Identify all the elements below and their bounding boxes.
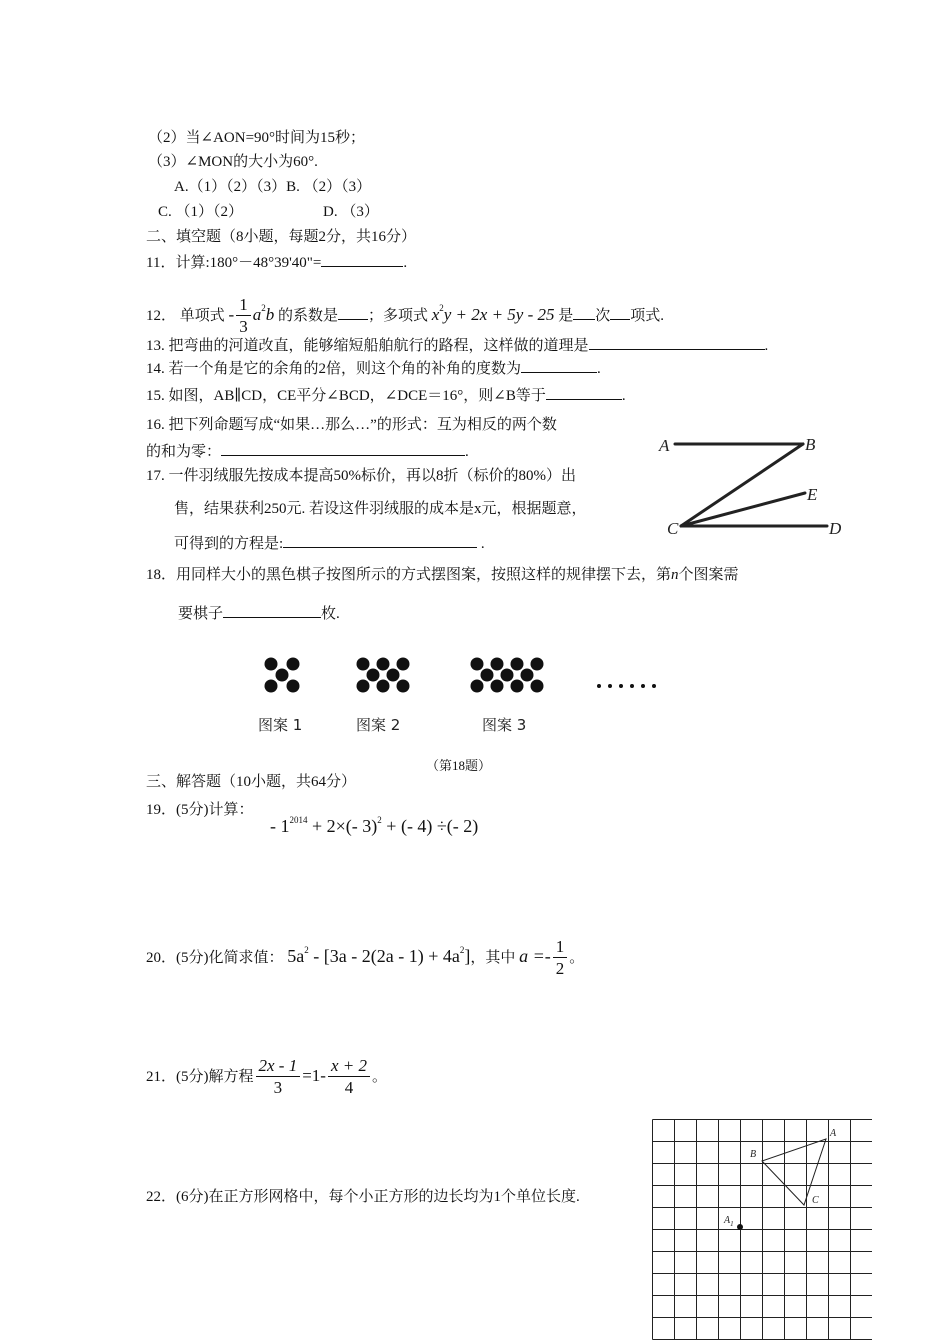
q21-frac1-num: 2x - 1 [256, 1056, 301, 1077]
q12-end: 项式. [630, 308, 665, 324]
q16-label: 的和为零： [146, 444, 222, 460]
q17-line-1: 17. 一件羽绒服先按成本提高50%标价，再以8折（标价的80%）出 [146, 468, 576, 484]
q10-statement-3: （3）∠MON的大小为60°. [148, 154, 318, 170]
pattern-1-label: 图案 1 [258, 716, 303, 734]
question-15 [146, 385, 626, 406]
q14-text: 14. 若一个角是它的余角的2倍，则这个角的补角的度数为 [146, 361, 522, 377]
q19-exp2: 2 [377, 815, 382, 825]
section-2-heading: 二、填空题（8小题，每题2分，共16分） [146, 229, 417, 245]
q18-answer-blank[interactable] [223, 603, 321, 618]
q12-prefix: 12． 单项式 [146, 308, 225, 324]
q21-mid: =1- [302, 1066, 326, 1085]
q22-grid-figure [652, 1119, 872, 1341]
q21-frac2-den: 4 [344, 1078, 354, 1098]
fig15-label-c: C [667, 519, 679, 538]
q19-label: 19．(5分)计算： [146, 802, 254, 818]
q12-mid4: 次 [595, 308, 611, 324]
q20-end: 。 [569, 950, 585, 966]
q18-end: 枚. [321, 606, 340, 622]
fig15-label-a: A [659, 436, 670, 455]
q12-exp: 2 [261, 303, 266, 313]
q20-expr3: ] [464, 946, 471, 966]
q12-poly-x: x [431, 305, 440, 324]
q20-frac-num: 1 [553, 937, 568, 958]
q12-blank-degree[interactable] [573, 305, 595, 320]
q18-line-1 [146, 565, 739, 585]
question-21 [146, 1054, 387, 1099]
q12-minus: - [228, 305, 235, 324]
q21-frac1-den: 3 [273, 1078, 283, 1098]
q18-caption: （第18题） [426, 758, 492, 773]
q12-var-b: b [265, 305, 275, 324]
q10-options-ab: A.（1）（2）（3）B. （2）（3） [174, 179, 372, 195]
q12-mid2: ；多项式 [367, 308, 428, 324]
q17-line-3 [174, 533, 485, 554]
line-ce [681, 493, 805, 526]
q16-line-2 [146, 441, 469, 462]
point-a1 [737, 1224, 743, 1230]
fig15-label-e: E [807, 485, 818, 504]
q18-pattern-figure [255, 652, 675, 702]
pattern-3-label: 图案 3 [482, 716, 527, 734]
q20-expr2: - [3a - 2(2a - 1) + 4a [313, 946, 460, 966]
q20-label: 20．(5分)化简求值： [146, 950, 284, 966]
q14-end: . [597, 361, 601, 377]
question-13 [146, 335, 768, 356]
q20-fraction [553, 937, 568, 980]
grid-label-b: B [750, 1149, 757, 1160]
q12-var-a: a [252, 305, 262, 324]
q10-option-c: C. （1）（2） [158, 204, 244, 220]
q18-text-a: 18．用同样大小的黑色棋子按图所示的方式摆图案，按照这样的规律摆下去，第 [146, 567, 672, 583]
q10-option-d: D. （3） [323, 204, 379, 220]
q12-frac-num: 1 [236, 295, 251, 316]
grid-label-c: C [812, 1195, 819, 1206]
q20-exp1: 2 [304, 945, 309, 955]
q11-end: . [403, 255, 408, 271]
q18-text-b: 个图案需 [678, 567, 739, 583]
q15-text: 15. 如图，AB∥CD，CE平分∠BCD，∠DCE＝16°，则∠B等于 [146, 388, 546, 404]
q12-frac-den: 3 [239, 317, 248, 337]
q12-poly-exp: 2 [439, 303, 444, 313]
q11-answer-blank[interactable] [321, 252, 403, 267]
q15-figure [655, 428, 845, 543]
pattern-2-label: 图案 2 [356, 716, 401, 734]
q21-fraction-2 [328, 1056, 370, 1099]
question-11 [146, 252, 407, 273]
q19-exp: 2014 [289, 815, 308, 825]
q16-end: . [465, 444, 469, 460]
q10-statement-2: （2）当∠AON=90°时间为15秒； [148, 130, 366, 146]
grid-label-a1 [723, 1215, 734, 1228]
grid-label-a: A [830, 1128, 837, 1139]
q18-line-2 [178, 603, 340, 624]
q18-label: 要棋子 [178, 606, 224, 622]
q13-answer-blank[interactable] [589, 335, 765, 350]
q12-blank-coefficient[interactable] [338, 305, 368, 320]
q18-n: n [671, 567, 679, 583]
section-3-heading: 三、解答题（10小题，共64分） [146, 774, 357, 790]
q22-text: 22．(6分)在正方形网格中，每个小正方形的边长均为1个单位长度. [146, 1189, 580, 1205]
line-cb [681, 444, 803, 526]
fig15-label-b: B [805, 435, 816, 454]
q21-fraction-1 [256, 1056, 301, 1099]
q21-label: 21．(5分)解方程 [146, 1069, 254, 1085]
q16-line-1: 16. 把下列命题写成“如果…那么…”的形式：互为相反的两个数 [146, 417, 557, 433]
q11-text: 11．计算:180°－48°39'40"= [146, 255, 322, 271]
q17-end: . [480, 536, 485, 552]
q19-expr-c: + (- 4) ÷(- 2) [386, 816, 479, 836]
grid-label-a1-main: A [724, 1215, 731, 1226]
q13-end: . [764, 338, 769, 354]
q20-mid: ，其中 [470, 950, 516, 966]
q19-expr-a: - 1 [270, 816, 290, 836]
q21-frac2-num: x + 2 [328, 1056, 370, 1077]
q12-fraction [236, 295, 251, 338]
q19-expression [270, 810, 478, 836]
q20-frac-den: 2 [555, 959, 565, 979]
fig15-label-d: D [829, 519, 842, 538]
q12-poly-rest: y + 2x + 5y - 25 [443, 305, 555, 324]
q20-expression [287, 946, 470, 966]
q12-mid3: 是 [558, 308, 574, 324]
grid-label-a1-sub: 1 [730, 1220, 734, 1228]
q17-line-2: 售，结果获利250元. 若设这件羽绒服的成本是x元，根据题意， [174, 501, 587, 517]
q21-end: 。 [372, 1069, 388, 1085]
q20-expr1: 5a [287, 946, 305, 966]
q13-text: 13. 把弯曲的河道改直，能够缩短船舶航行的路程，这样做的道理是 [146, 338, 589, 354]
question-14 [146, 358, 601, 379]
q20-var: a =- [519, 946, 551, 966]
q20-exp2: 2 [459, 945, 465, 955]
q15-answer-blank[interactable] [546, 385, 622, 400]
q17-answer-blank[interactable] [283, 533, 477, 548]
q19-expr-b: + 2×(- 3) [312, 816, 378, 836]
grid-lines [653, 1120, 873, 1340]
q17-label: 可得到的方程是: [174, 536, 284, 552]
q12-mid1: 的系数是 [277, 308, 338, 324]
question-12 [146, 287, 664, 338]
q16-answer-blank[interactable] [221, 441, 465, 456]
q12-blank-terms[interactable] [610, 305, 630, 320]
question-20 [146, 928, 584, 980]
q15-end: . [621, 388, 626, 404]
q14-answer-blank[interactable] [521, 358, 597, 373]
